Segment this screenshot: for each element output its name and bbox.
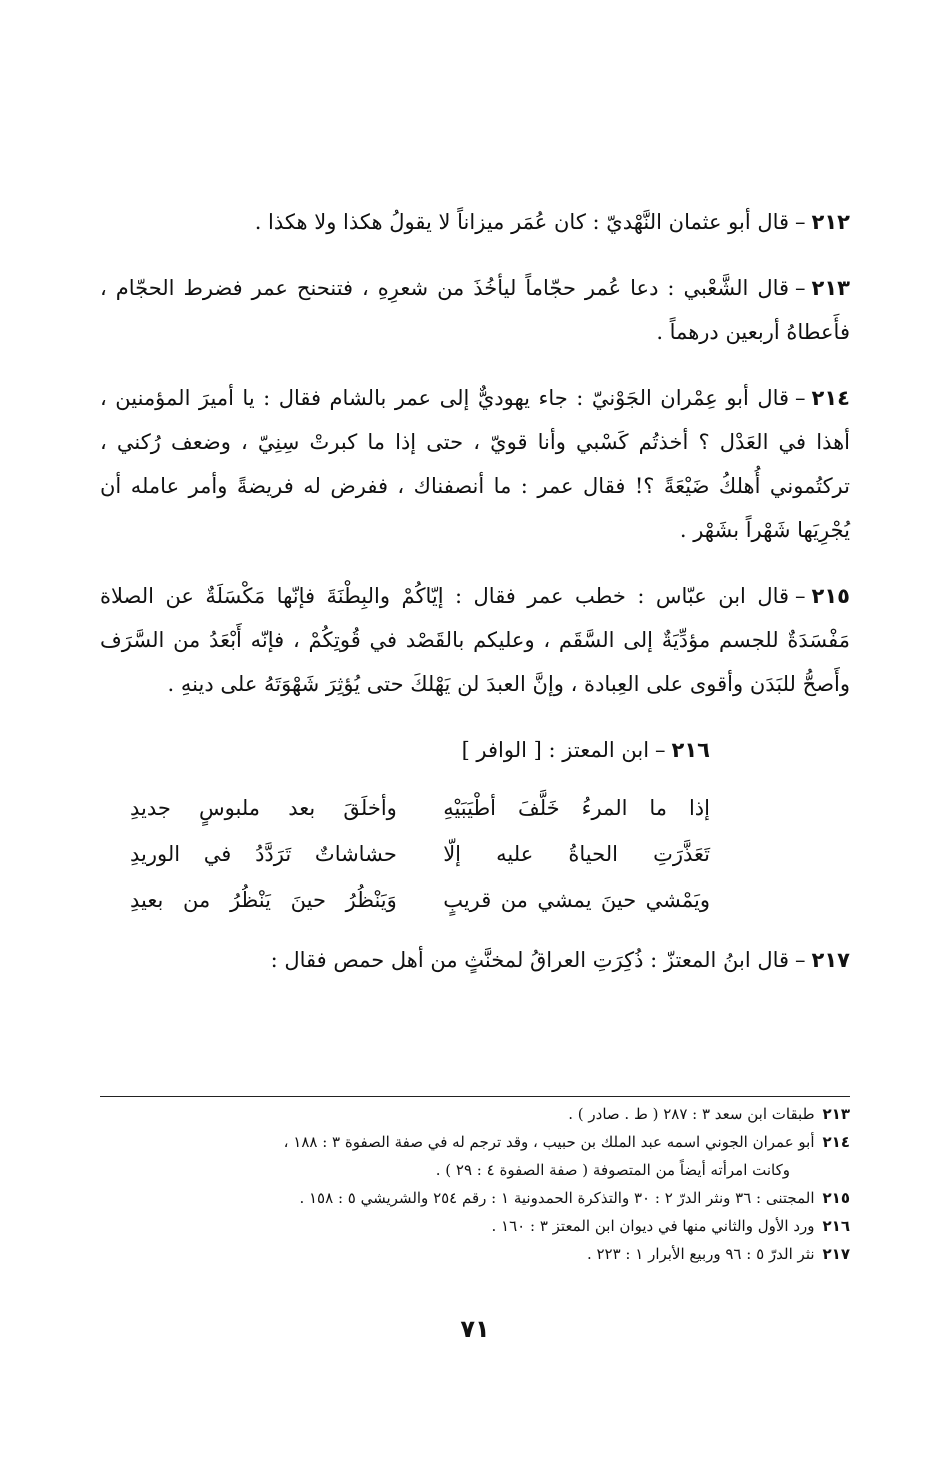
footnote-214-continuation: وكانت امرأته أيضاً من المتصوفة ( صفة الصفوة ٤ : ٢٩ ) . bbox=[435, 1161, 790, 1179]
paragraph-text: قال ابن عبّاس : خطب عمر فقال : إيّاكُمْ والبِطْنَةَ فإنّها مَكْسَلَةٌ عن الصلاة مَفْسَدَةٌ للجسم مؤدِّيَةٌ إلى السَّقَم ، وعليكم بالقَصْد في قُوتِكُمْ ، فإنّه أَبْعَدُ من السَّرَف وأَصحُّ للبَدَن وأقوى على العِبادة ، وإنَّ العبدَ لن يَهْلكَ حتى يُؤثِرَ شَهْوَتَهُ على دينهِ . bbox=[100, 584, 850, 696]
entry-dash: – bbox=[795, 276, 806, 300]
entry-number: ٢١٣ bbox=[811, 276, 850, 300]
poem-line bbox=[130, 878, 710, 922]
entry-dash: – bbox=[795, 210, 806, 234]
paragraph-text: قال أبو عثمان النَّهْديّ : كان عُمَر ميزاناً لا يقولُ هكذا ولا هكذا . bbox=[254, 210, 790, 234]
entry-number: ٢١٧ bbox=[811, 948, 850, 972]
paragraph-212 bbox=[100, 200, 850, 244]
footnote-number: ٢١٧ bbox=[822, 1245, 850, 1263]
footnote-text: أبو عمران الجوني اسمه عبد الملك بن حبيب ، وقد ترجم له في صفة الصفوة ٣ : ١٨٨ ، bbox=[283, 1133, 815, 1151]
footnote-number: ٢١٤ bbox=[822, 1133, 850, 1151]
poem-verses bbox=[100, 786, 850, 922]
paragraph-213 bbox=[100, 266, 850, 354]
poem-first-hemistich: ويَمْشي حينَ يمشي من قريبٍ bbox=[443, 888, 710, 912]
entry-dash: – bbox=[655, 738, 666, 762]
main-text bbox=[100, 200, 850, 1004]
footnote-text: ورد الأول والثاني منها في ديوان ابن المعتز ٣ : ١٦٠ . bbox=[491, 1217, 815, 1235]
entry-number: ٢١٢ bbox=[811, 210, 850, 234]
footnote-217 bbox=[100, 1240, 850, 1268]
footnote-separator bbox=[100, 1096, 850, 1097]
footnote-214 bbox=[100, 1128, 850, 1156]
footnotes bbox=[100, 1100, 850, 1268]
footnote-216 bbox=[100, 1212, 850, 1240]
entry-number: ٢١٦ bbox=[671, 738, 710, 762]
poem-first-hemistich: تَعَذَّرَتِ الحياةُ عليه إلّا bbox=[443, 842, 710, 866]
paragraph-217 bbox=[100, 938, 850, 982]
poem-second-hemistich: حشاشاتٌ تَرَدَّدُ في الوريدِ bbox=[130, 842, 397, 866]
poem-first-hemistich: إذا ما المرءُ خَلَّفَ أطْيَبَيْهِ bbox=[443, 796, 710, 820]
paragraph-214 bbox=[100, 376, 850, 552]
paragraph-text: قال ابنُ المعتزّ : ذُكِرَتِ العراقُ لمخنَّثٍ من أهل حمص فقال : bbox=[270, 948, 790, 972]
footnote-text: المجتنى : ٣٦ ونثر الدرّ ٢ : ٣٠ والتذكرة الحمدونية ١ : رقم ٢٥٤ والشريشي ٥ : ١٥٨ . bbox=[299, 1189, 815, 1207]
poem-line bbox=[130, 832, 710, 876]
poem-heading-text: ابن المعتز : [ الوافر ] bbox=[461, 738, 650, 762]
page-number: ٧١ bbox=[460, 1315, 490, 1343]
entry-dash: – bbox=[795, 386, 806, 410]
poem-second-hemistich: وأخلَقَ بعد ملبوسٍ جديدِ bbox=[130, 796, 397, 820]
paragraph-text: قال الشَّعْبي : دعا عُمر حجّاماً ليأخُذَ من شعرِهِ ، فتنحنح عمر فضرط الحجّام ، فأَعطاهُ أربعين درهماً . bbox=[100, 276, 850, 344]
entry-dash: – bbox=[795, 948, 806, 972]
footnote-text: نثر الدرّ ٥ : ٩٦ وربيع الأبرار ١ : ٢٢٣ . bbox=[586, 1245, 815, 1263]
entry-number: ٢١٤ bbox=[811, 386, 850, 410]
poem-second-hemistich: وَيَنْظُرُ حينَ يَنْظُرُ من بعيدِ bbox=[130, 888, 397, 912]
footnote-213 bbox=[100, 1100, 850, 1128]
poem-heading-216 bbox=[100, 728, 850, 772]
footnote-number: ٢١٥ bbox=[822, 1189, 850, 1207]
footnote-text: طبقات ابن سعد ٣ : ٢٨٧ ( ط . صادر ) . bbox=[568, 1105, 815, 1123]
poem-line bbox=[130, 786, 710, 830]
entry-dash: – bbox=[795, 584, 806, 608]
footnote-number: ٢١٣ bbox=[822, 1105, 850, 1123]
entry-number: ٢١٥ bbox=[811, 584, 850, 608]
footnote-number: ٢١٦ bbox=[822, 1217, 850, 1235]
paragraph-text: قال أبو عِمْران الجَوْنيّ : جاء يهوديٌّ إلى عمر بالشام فقال : يا أميرَ المؤمنين ، أهذا في العَدْل ؟ أخذتُم كَسْبي وأنا قويّ ، حتى إذا ما كبرتْ سِنِيّ ، وضعف رُكني ، تركتُموني أُهلكُ ضَيْعَةً ؟! فقال عمر : ما أنصفناك ، ففرض له فريضةً وأمر عامله أن يُجْرِيَها شَهْراً بشَهْر . bbox=[100, 386, 850, 542]
footnote-215 bbox=[100, 1184, 850, 1212]
paragraph-215 bbox=[100, 574, 850, 706]
